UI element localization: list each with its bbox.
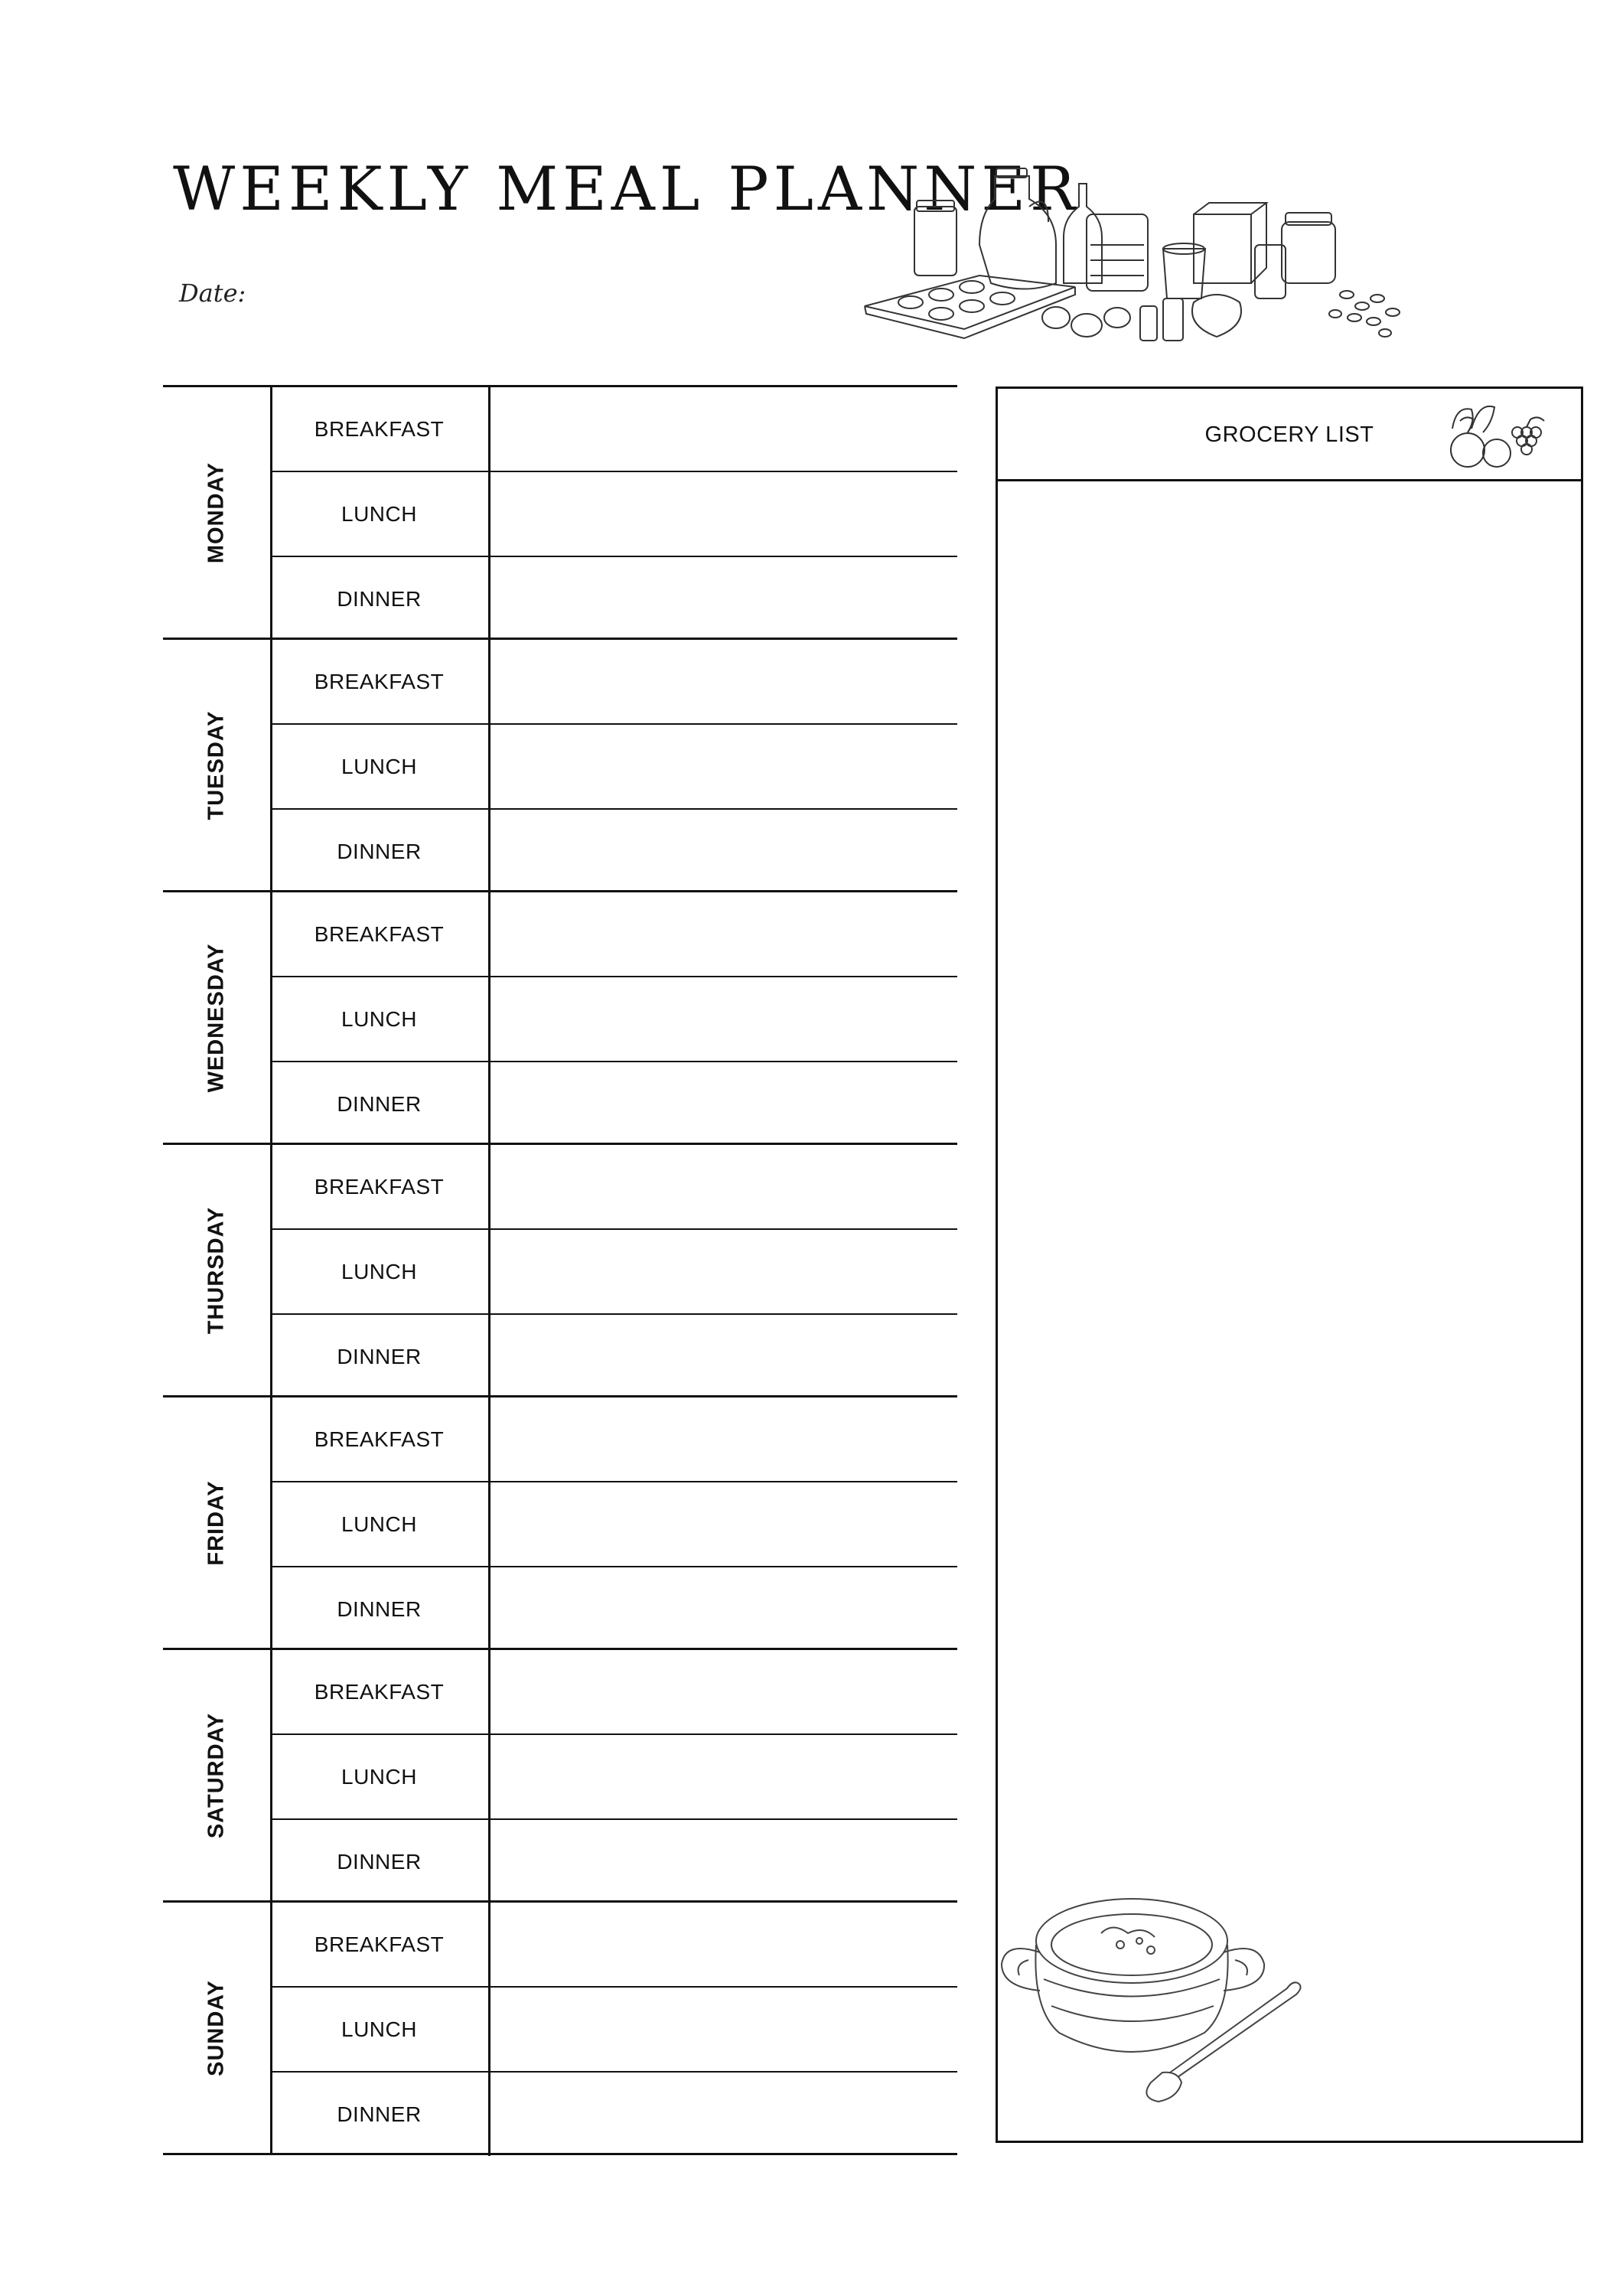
meal-row [270,1818,957,1903]
meal-label: DINNER [270,1820,490,1903]
meal-row [270,1481,957,1566]
grocery-list-title: GROCERY LIST [1204,422,1374,447]
meal-row [270,640,957,723]
day-label-cell [163,1397,272,1648]
meal-entry-field[interactable] [490,1145,957,1228]
meal-entry-field[interactable] [490,810,957,893]
meal-entry-field[interactable] [490,1482,957,1566]
day-label: FRIDAY [204,1479,229,1566]
day-thursday [163,1143,957,1395]
day-label-cell [163,387,272,638]
day-tuesday [163,638,957,890]
meal-label: BREAKFAST [270,640,490,723]
meal-row [270,1145,957,1228]
meal-row [270,976,957,1061]
day-label-cell [163,1903,272,2153]
meal-row [270,1397,957,1481]
meal-row [270,1228,957,1313]
meal-label: DINNER [270,1315,490,1398]
meal-row [270,2071,957,2156]
meal-label: DINNER [270,1062,490,1146]
day-label: TUESDAY [204,710,229,820]
day-sunday [163,1900,957,2155]
meal-entry-field[interactable] [490,1820,957,1903]
meal-label: BREAKFAST [270,892,490,976]
page-title: WEEKLY MEAL PLANNER [173,154,1080,224]
meal-row [270,808,957,893]
meal-label: DINNER [270,810,490,893]
meal-entry-field[interactable] [490,725,957,808]
meal-row [270,556,957,641]
day-label: MONDAY [204,461,229,563]
grocery-list-panel [996,386,1583,2143]
day-monday [163,385,957,638]
meal-entry-field[interactable] [490,1735,957,1818]
meal-entry-field[interactable] [490,977,957,1061]
meal-entry-field[interactable] [490,1062,957,1146]
kitchen-ingredients-illustration-icon [857,161,1408,352]
day-saturday [163,1648,957,1900]
meal-label: BREAKFAST [270,1903,490,1986]
meal-row [270,1733,957,1818]
meal-entry-field[interactable] [490,640,957,723]
meal-label: LUNCH [270,472,490,556]
meal-row [270,471,957,556]
meal-label: LUNCH [270,1482,490,1566]
meal-entry-field[interactable] [490,557,957,641]
meal-entry-field[interactable] [490,387,957,471]
meal-planner-table [163,385,957,2155]
meal-label: DINNER [270,1567,490,1651]
day-label: SATURDAY [204,1712,229,1838]
meal-row [270,1061,957,1146]
meal-label: LUNCH [270,1988,490,2071]
day-wednesday [163,890,957,1143]
meal-entry-field[interactable] [490,1650,957,1733]
meal-entry-field[interactable] [490,1988,957,2071]
date-label: Date: [179,279,246,308]
meal-entry-field[interactable] [490,892,957,976]
meal-entry-field[interactable] [490,472,957,556]
meal-row [270,1903,957,1986]
meal-row [270,1313,957,1398]
meal-label: LUNCH [270,1735,490,1818]
meal-label: LUNCH [270,1230,490,1313]
fruit-basket-icon [1437,398,1552,475]
day-label-cell [163,1145,272,1395]
day-label-cell [163,1650,272,1900]
day-label: SUNDAY [204,1979,229,2076]
meal-entry-field[interactable] [490,1230,957,1313]
meal-label: BREAKFAST [270,1650,490,1733]
meal-label: DINNER [270,557,490,641]
day-label: THURSDAY [204,1206,229,1334]
meal-entry-field[interactable] [490,1315,957,1398]
meal-label: LUNCH [270,977,490,1061]
soup-bowl-icon [998,1880,1327,2109]
meal-row [270,892,957,976]
meal-entry-field[interactable] [490,2073,957,2156]
meal-row [270,1986,957,2071]
meal-label: BREAKFAST [270,1145,490,1228]
meal-row [270,723,957,808]
meal-label: BREAKFAST [270,1397,490,1481]
meal-row [270,387,957,471]
meal-entry-field[interactable] [490,1903,957,1986]
meal-label: LUNCH [270,725,490,808]
meal-row [270,1566,957,1651]
meal-label: BREAKFAST [270,387,490,471]
day-label: WEDNESDAY [204,943,229,1092]
day-label-cell [163,892,272,1143]
meal-row [270,1650,957,1733]
meal-label: DINNER [270,2073,490,2156]
day-friday [163,1395,957,1648]
grocery-list-header [998,389,1581,481]
meal-entry-field[interactable] [490,1567,957,1651]
day-label-cell [163,640,272,890]
meal-entry-field[interactable] [490,1397,957,1481]
